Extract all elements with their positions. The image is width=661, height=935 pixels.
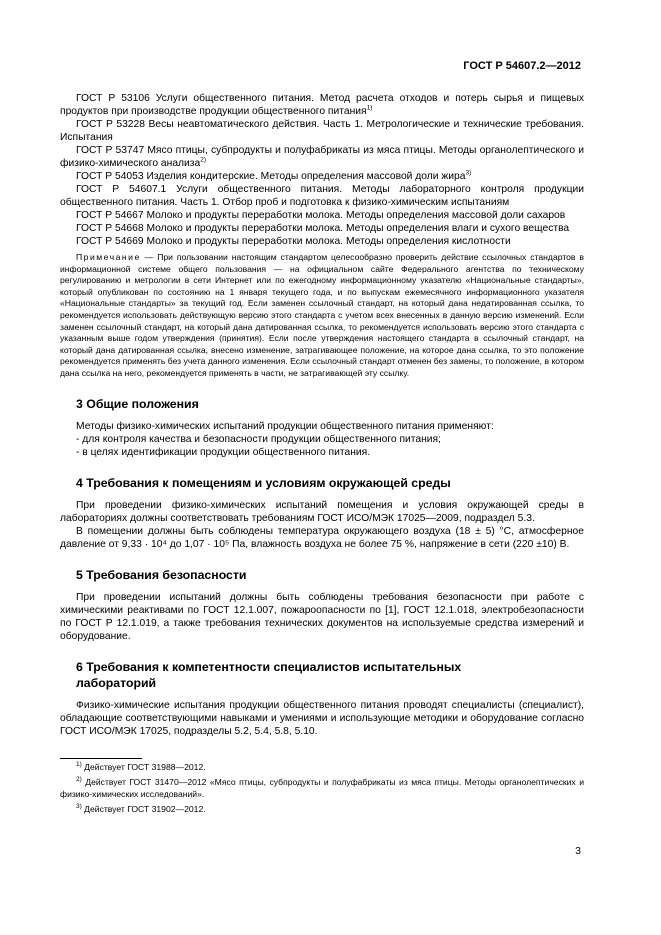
section-general-provisions xyxy=(60,396,584,459)
section-paragraph: Физико-химические испытания продукции общественного питания проводят специалисты (специалист), обладающие соответствующими навыками и умениями и использующие методики и оборудование согласно ГОСТ ИСО/МЭК 17025, подразделы 5.2, 5.4, 5.8, 5.10. xyxy=(60,699,584,737)
section-heading: 6 Требования к компетентности специалистов испытательных лабораторий xyxy=(76,659,462,690)
footnote: $^{3)}$ Действует ГОСТ 31902—2012. xyxy=(76,803,206,815)
list-item: - для контроля качества и безопасности продукции общественного питания; xyxy=(76,433,441,445)
section-heading: 5 Требования безопасности xyxy=(76,567,247,582)
document-number-header: ГОСТ Р 54607.2—2012 xyxy=(463,60,581,72)
section-competence-requirements xyxy=(60,659,584,738)
note-label: Примечание xyxy=(76,252,141,262)
reference-item: ГОСТ Р 53228 Весы неавтоматического действия. Часть 1. Метрологические и технические требования. Испытания xyxy=(60,119,584,143)
section-paragraph: При проведении испытаний должны быть соблюдены требования безопасности при работе с химическими реактивами по ГОСТ 12.1.007, пожароопасности по [1], ГОСТ 12.1.018, электробезопасности по ГОСТ Р 12.1.019, а также требования технических документов на используемые средства измерений и оборудование. xyxy=(60,591,584,642)
footnote-divider xyxy=(60,758,142,759)
footnote-marker: 1) xyxy=(366,104,373,112)
list-item: - в целях идентификации продукции общественного питания. xyxy=(76,446,371,458)
footnote-marker: 2) xyxy=(200,156,207,164)
reference-item: ГОСТ Р 54667 Молоко и продукты переработки молока. Методы определения массовой доли сахаров xyxy=(76,210,566,221)
section-paragraph: В помещении должны быть соблюдены температура окружающего воздуха (18 ± 5) °С, атмосферное давление от 9,33 · 10⁴ до 1,07 · 10⁵ Па, влажность воздуха не более 75 %, напряжение в сети (220 ±10) В. xyxy=(60,525,584,550)
reference-item: ГОСТ Р 53106 Услуги общественного питания. Метод расчета отходов и потерь сырья и пищевых продуктов при производстве продукции общественного питания$^{1)}$ xyxy=(60,93,584,117)
page-content xyxy=(60,92,584,820)
footnotes xyxy=(60,762,584,816)
footnote: $^{2)}$ Действует ГОСТ 31470—2012 «Мясо птицы, субпродукты и полуфабрикаты из мяса птицы. Методы органолептических и физико-химических исследований». xyxy=(60,776,584,799)
footnote: $^{1)}$ Действует ГОСТ 31988—2012. xyxy=(76,760,206,772)
normative-references-list xyxy=(60,92,584,248)
footnote-marker: 3) xyxy=(465,169,472,177)
reference-item: ГОСТ Р 53747 Мясо птицы, субпродукты и полуфабрикаты из мяса птицы. Методы органолептического и физико-химического анализа$^{2)}$ xyxy=(60,145,584,169)
section-safety-requirements xyxy=(60,567,584,643)
note-paragraph xyxy=(60,252,584,380)
reference-item: ГОСТ Р 54669 Молоко и продукты переработки молока. Методы определения кислотности xyxy=(76,236,511,247)
section-paragraph: Методы физико-химических испытаний продукции общественного питания применяют: xyxy=(76,420,494,432)
reference-item: ГОСТ Р 54607.1 Услуги общественного питания. Методы лабораторного контроля продукции общественного питания. Часть 1. Отбор проб и подготовка к физико-химическим испытаниям xyxy=(60,184,584,208)
reference-item: ГОСТ Р 54668 Молоко и продукты переработки молока. Методы определения влаги и сухого вещества xyxy=(76,223,570,234)
reference-item: ГОСТ Р 54053 Изделия кондитерские. Методы определения массовой доли жира$^{3)}$ xyxy=(76,169,472,182)
note-text: — При пользовании настоящим стандартом целесообразно проверить действие ссылочных стандартов в информационной системе общего пользования — на официальном сайте Федерального агентства по техническому регулированию и метрологии в сети Интернет или по ежегодному информационному указателю «Национальные стандарты», который опубликован по состоянию на 1 января текущего года, и по выпускам ежемесячного информационного указателя «Национальные стандарты» за текущий год. Если заменен ссылочный стандарт, на который дана недатированная ссылка, то рекомендуется использовать действующую версию этого стандарта с учетом всех внесенных в данную версию изменений. Если заменен ссылочный стандарт, на который дана датированная ссылка, то рекомендуется использовать версию этого стандарта с указанным выше годом утверждения (принятия). Если после утверждения настоящего стандарта в ссылочный стандарт, на который дана датированная ссылка, внесено изменение, затрагивающее положение, на которое дана ссылка, то это положение рекомендуется применять без учета данного изменения. Если ссылочный стандарт отменен без замены, то положение, в котором дана ссылка на него, рекомендуется применять в части, не затрагивающей эту ссылку. xyxy=(60,252,584,378)
section-heading: 3 Общие положения xyxy=(76,396,199,411)
page-number: 3 xyxy=(575,845,581,857)
section-premises-requirements xyxy=(60,475,584,551)
section-heading: 4 Требования к помещениям и условиям окружающей среды xyxy=(76,475,451,490)
section-paragraph: При проведении физико-химических испытаний помещения и условия окружающей среды в лабораториях должны соответствовать требованиям ГОСТ ИСО/МЭК 17025—2009, подраздел 5.3. xyxy=(60,499,584,524)
